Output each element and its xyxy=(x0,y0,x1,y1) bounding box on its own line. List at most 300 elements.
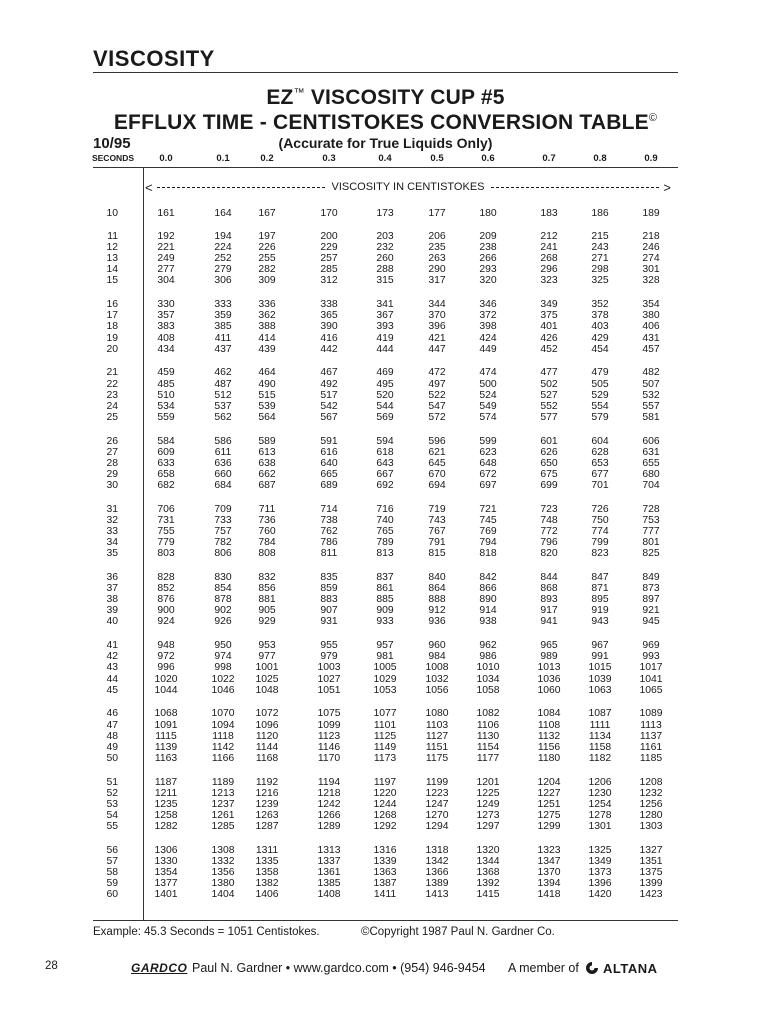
centistokes-value: 1261 xyxy=(211,809,235,821)
centistokes-value: 878 xyxy=(214,594,232,606)
centistokes-value: 1060 xyxy=(537,684,561,696)
centistokes-value: 186 xyxy=(591,208,609,219)
centistokes-value: 390 xyxy=(320,321,338,333)
centistokes-value: 1173 xyxy=(373,752,397,764)
centistokes-value: 263 xyxy=(428,253,446,265)
centistokes-value: 1187 xyxy=(154,776,178,788)
centistokes-value: 218 xyxy=(642,231,660,242)
centistokes-value: 255 xyxy=(258,253,276,265)
centistokes-value: 238 xyxy=(479,242,497,254)
centistokes-value: 1316 xyxy=(373,844,397,856)
centistokes-value: 1363 xyxy=(373,867,397,878)
centistokes-value: 881 xyxy=(258,594,276,606)
centistokes-value: 296 xyxy=(540,264,558,276)
centistokes-value: 1387 xyxy=(373,878,397,890)
centistokes-value: 1108 xyxy=(537,719,561,731)
centistokes-value: 444 xyxy=(376,343,394,355)
centistokes-value: 623 xyxy=(479,446,497,458)
centistokes-value: 917 xyxy=(540,605,558,617)
centistokes-value: 953 xyxy=(258,640,276,652)
centistokes-value: 636 xyxy=(214,457,232,469)
centistokes-value: 1189 xyxy=(211,776,235,788)
centistokes-value: 1413 xyxy=(425,889,449,901)
centistokes-value: 852 xyxy=(157,583,175,595)
centistokes-value: 357 xyxy=(157,310,175,322)
centistokes-value: 586 xyxy=(214,435,232,447)
centistokes-value: 1204 xyxy=(537,776,561,788)
centistokes-value: 740 xyxy=(376,514,394,526)
centistokes-value: 547 xyxy=(428,400,446,412)
centistokes-value: 1239 xyxy=(255,798,279,810)
centistokes-value: 701 xyxy=(591,480,609,491)
centistokes-value: 658 xyxy=(157,468,175,480)
centistokes-value: 840 xyxy=(428,572,446,583)
column-header: 0.5 xyxy=(430,153,444,164)
centistokes-value: 1123 xyxy=(317,730,341,742)
centistokes-value: 328 xyxy=(642,275,660,287)
centistokes-value: 1080 xyxy=(425,708,449,720)
centistokes-value: 1330 xyxy=(154,855,178,867)
centistokes-value: 648 xyxy=(479,457,497,469)
centistokes-value: 948 xyxy=(157,640,175,652)
centistokes-value: 517 xyxy=(320,389,338,401)
title-conversion: EFFLUX TIME - CENTISTOKES CONVERSION TABLE xyxy=(113,111,649,134)
centistokes-value: 909 xyxy=(376,605,394,617)
centistokes-value: 1103 xyxy=(425,719,449,731)
centistokes-value: 1299 xyxy=(537,821,561,832)
centistokes-value: 1313 xyxy=(317,844,341,856)
centistokes-value: 529 xyxy=(591,389,609,401)
centistokes-value: 416 xyxy=(320,332,338,344)
centistokes-value: 960 xyxy=(428,640,446,652)
centistokes-value: 487 xyxy=(214,378,232,390)
seconds-value: 51 xyxy=(106,776,118,788)
centistokes-value: 1294 xyxy=(425,821,449,832)
centistokes-value: 495 xyxy=(376,378,394,390)
centistokes-value: 1003 xyxy=(317,662,341,674)
centistokes-value: 753 xyxy=(642,514,660,526)
gardco-logo: GARDCO xyxy=(131,961,188,975)
centistokes-value: 246 xyxy=(642,242,660,254)
centistokes-value: 161 xyxy=(157,208,175,219)
centistokes-value: 643 xyxy=(376,457,394,469)
centistokes-value: 203 xyxy=(376,231,394,242)
centistokes-value: 1039 xyxy=(588,673,612,685)
column-header: 0.8 xyxy=(593,153,607,164)
centistokes-value: 532 xyxy=(642,389,660,401)
centistokes-value: 584 xyxy=(157,435,175,447)
centistokes-value: 549 xyxy=(479,400,497,412)
centistokes-value: 502 xyxy=(540,378,558,390)
centistokes-value: 650 xyxy=(540,457,558,469)
centistokes-value: 1005 xyxy=(373,662,397,674)
centistokes-value: 714 xyxy=(320,503,338,515)
centistokes-value: 1285 xyxy=(211,821,235,832)
centistokes-value: 1232 xyxy=(639,787,663,799)
centistokes-value: 1113 xyxy=(640,719,662,731)
centistokes-value: 1077 xyxy=(373,708,397,720)
centistokes-value: 215 xyxy=(591,231,609,242)
centistokes-value: 510 xyxy=(157,389,175,401)
centistokes-value: 1396 xyxy=(588,878,612,890)
copyright-note: ©Copyright 1987 Paul N. Gardner Co. xyxy=(361,926,555,938)
title-cup: VISCOSITY CUP #5 xyxy=(304,86,505,109)
seconds-value: 38 xyxy=(106,594,118,606)
centistokes-value: 599 xyxy=(479,435,497,447)
centistokes-value: 241 xyxy=(540,242,558,254)
centistokes-value: 825 xyxy=(642,548,660,560)
centistokes-value: 616 xyxy=(320,446,338,458)
centistokes-value: 424 xyxy=(479,332,497,344)
centistokes-value: 490 xyxy=(258,378,276,390)
centistokes-value: 818 xyxy=(479,548,497,560)
centistokes-value: 993 xyxy=(642,651,660,663)
centistokes-value: 579 xyxy=(591,411,609,423)
centistokes-value: 1327 xyxy=(639,844,663,856)
centistokes-value: 675 xyxy=(540,468,558,480)
centistokes-value: 931 xyxy=(320,616,338,628)
seconds-value: 13 xyxy=(106,253,118,265)
centistokes-value: 577 xyxy=(540,411,558,423)
centistokes-value: 820 xyxy=(540,548,558,560)
centistokes-value: 1318 xyxy=(425,844,449,856)
centistokes-value: 167 xyxy=(258,208,276,219)
centistokes-value: 1249 xyxy=(476,798,500,810)
centistokes-value: 914 xyxy=(479,605,497,617)
centistokes-value: 991 xyxy=(591,651,609,663)
centistokes-value: 477 xyxy=(540,367,558,379)
seconds-value: 60 xyxy=(106,889,118,901)
centistokes-value: 1063 xyxy=(588,684,612,696)
seconds-value: 58 xyxy=(106,867,118,878)
centistokes-value: 1029 xyxy=(373,673,397,685)
centistokes-value: 873 xyxy=(642,583,660,595)
centistokes-value: 1235 xyxy=(154,798,178,810)
seconds-value: 39 xyxy=(106,605,118,617)
seconds-value: 37 xyxy=(106,583,118,595)
centistokes-value: 1306 xyxy=(154,844,178,856)
seconds-value: 54 xyxy=(106,809,118,821)
centistokes-value: 1342 xyxy=(425,855,449,867)
centistokes-value: 1206 xyxy=(588,776,612,788)
centistokes-value: 765 xyxy=(376,526,394,537)
centistokes-value: 977 xyxy=(258,651,276,663)
centistokes-value: 1001 xyxy=(255,662,279,674)
centistokes-value: 212 xyxy=(540,231,558,242)
centistokes-value: 554 xyxy=(591,400,609,412)
centistokes-value: 1036 xyxy=(537,673,561,685)
centistokes-value: 317 xyxy=(428,275,446,287)
centistokes-value: 885 xyxy=(376,594,394,606)
centistokes-value: 828 xyxy=(157,572,175,583)
centistokes-value: 692 xyxy=(376,480,394,491)
centistokes-value: 1411 xyxy=(373,889,397,901)
centistokes-value: 815 xyxy=(428,548,446,560)
centistokes-value: 1311 xyxy=(255,844,279,856)
centistokes-value: 209 xyxy=(479,231,497,242)
centistokes-value: 447 xyxy=(428,343,446,355)
centistokes-value: 1332 xyxy=(211,855,235,867)
centistokes-value: 320 xyxy=(479,275,497,287)
centistokes-value: 799 xyxy=(591,537,609,549)
centistokes-value: 955 xyxy=(320,640,338,652)
centistokes-value: 527 xyxy=(540,389,558,401)
centistokes-value: 414 xyxy=(258,332,276,344)
trademark-mark: ™ xyxy=(293,87,305,99)
title-ez: EZ xyxy=(266,86,294,109)
centistokes-value: 1120 xyxy=(255,730,279,742)
centistokes-value: 537 xyxy=(214,400,232,412)
viscosity-band-label: VISCOSITY IN CENTISTOKES xyxy=(331,181,485,193)
centistokes-value: 626 xyxy=(540,446,558,458)
centistokes-value: 581 xyxy=(642,411,660,423)
seconds-value: 57 xyxy=(106,855,118,867)
seconds-value: 26 xyxy=(106,435,118,447)
centistokes-value: 933 xyxy=(376,616,394,628)
centistokes-value: 221 xyxy=(157,242,175,254)
centistokes-value: 777 xyxy=(642,526,660,537)
centistokes-value: 893 xyxy=(540,594,558,606)
centistokes-value: 738 xyxy=(320,514,338,526)
centistokes-value: 479 xyxy=(591,367,609,379)
centistokes-value: 774 xyxy=(591,526,609,537)
centistokes-value: 1301 xyxy=(588,821,612,832)
centistokes-value: 522 xyxy=(428,389,446,401)
seconds-value: 18 xyxy=(106,321,118,333)
centistokes-value: 442 xyxy=(320,343,338,355)
centistokes-value: 437 xyxy=(214,343,232,355)
seconds-value: 22 xyxy=(106,378,118,390)
centistokes-value: 694 xyxy=(428,480,446,491)
centistokes-value: 1268 xyxy=(373,809,397,821)
seconds-value: 59 xyxy=(106,878,118,890)
centistokes-value: 750 xyxy=(591,514,609,526)
seconds-value: 56 xyxy=(106,844,118,856)
centistokes-value: 298 xyxy=(591,264,609,276)
centistokes-value: 520 xyxy=(376,389,394,401)
centistokes-value: 680 xyxy=(642,468,660,480)
seconds-value: 47 xyxy=(106,719,118,731)
centistokes-value: 354 xyxy=(642,299,660,311)
seconds-header: SECONDS xyxy=(91,153,135,163)
centistokes-value: 1211 xyxy=(154,787,178,799)
centistokes-value: 1175 xyxy=(425,752,449,764)
centistokes-value: 1339 xyxy=(373,855,397,867)
centistokes-value: 429 xyxy=(591,332,609,344)
centistokes-value: 293 xyxy=(479,264,497,276)
centistokes-value: 1053 xyxy=(373,684,397,696)
centistokes-value: 192 xyxy=(157,231,175,242)
centistokes-value: 406 xyxy=(642,321,660,333)
centistokes-value: 1201 xyxy=(476,776,500,788)
centistokes-value: 640 xyxy=(320,457,338,469)
centistokes-value: 472 xyxy=(428,367,446,379)
centistokes-value: 950 xyxy=(214,640,232,652)
centistokes-value: 684 xyxy=(214,480,232,491)
centistokes-value: 699 xyxy=(540,480,558,491)
centistokes-value: 1282 xyxy=(154,821,178,832)
centistokes-value: 1287 xyxy=(255,821,279,832)
centistokes-value: 1356 xyxy=(211,867,235,878)
centistokes-value: 1156 xyxy=(537,741,561,753)
centistokes-value: 562 xyxy=(214,411,232,423)
centistokes-value: 312 xyxy=(320,275,338,287)
column-header: 0.0 xyxy=(159,153,173,164)
centistokes-value: 921 xyxy=(642,605,660,617)
centistokes-value: 388 xyxy=(258,321,276,333)
centistokes-value: 206 xyxy=(428,231,446,242)
centistokes-value: 401 xyxy=(540,321,558,333)
centistokes-value: 1361 xyxy=(317,867,341,878)
altana-logo-icon xyxy=(585,961,599,975)
column-header: 0.3 xyxy=(322,153,336,164)
centistokes-value: 1084 xyxy=(537,708,561,720)
centistokes-value: 200 xyxy=(320,231,338,242)
centistokes-value: 769 xyxy=(479,526,497,537)
centistokes-value: 672 xyxy=(479,468,497,480)
centistokes-value: 1373 xyxy=(588,867,612,878)
centistokes-value: 1094 xyxy=(211,719,235,731)
centistokes-value: 974 xyxy=(214,651,232,663)
centistokes-value: 1182 xyxy=(588,752,612,764)
bottom-rule xyxy=(93,920,678,921)
centistokes-value: 1091 xyxy=(154,719,178,731)
centistokes-value: 945 xyxy=(642,616,660,628)
centistokes-value: 689 xyxy=(320,480,338,491)
seconds-value: 36 xyxy=(106,572,118,583)
centistokes-value: 271 xyxy=(591,253,609,265)
centistokes-value: 359 xyxy=(214,310,232,322)
member-of-label: A member of xyxy=(508,961,579,975)
centistokes-value: 330 xyxy=(157,299,175,311)
centistokes-value: 1337 xyxy=(317,855,341,867)
centistokes-value: 986 xyxy=(479,651,497,663)
centistokes-value: 226 xyxy=(258,242,276,254)
centistokes-value: 1354 xyxy=(154,867,178,878)
centistokes-value: 306 xyxy=(214,275,232,287)
seconds-value: 53 xyxy=(106,798,118,810)
centistokes-value: 1115 xyxy=(155,730,177,742)
centistokes-value: 1292 xyxy=(373,821,397,832)
centistokes-value: 1415 xyxy=(476,889,500,901)
altana-name: ALTANA xyxy=(603,961,658,976)
centistokes-value: 1216 xyxy=(255,787,279,799)
centistokes-value: 989 xyxy=(540,651,558,663)
centistokes-value: 902 xyxy=(214,605,232,617)
centistokes-value: 835 xyxy=(320,572,338,583)
centistokes-value: 924 xyxy=(157,616,175,628)
centistokes-value: 1034 xyxy=(476,673,500,685)
centistokes-value: 393 xyxy=(376,321,394,333)
centistokes-value: 929 xyxy=(258,616,276,628)
centistokes-value: 385 xyxy=(214,321,232,333)
centistokes-value: 936 xyxy=(428,616,446,628)
centistokes-value: 861 xyxy=(376,583,394,595)
centistokes-value: 1368 xyxy=(476,867,500,878)
centistokes-value: 497 xyxy=(428,378,446,390)
centistokes-value: 257 xyxy=(320,253,338,265)
centistokes-value: 1144 xyxy=(255,741,279,753)
seconds-value: 30 xyxy=(106,480,118,491)
centistokes-value: 411 xyxy=(214,332,232,344)
centistokes-value: 782 xyxy=(214,537,232,549)
centistokes-value: 1166 xyxy=(211,752,235,764)
centistokes-value: 847 xyxy=(591,572,609,583)
centistokes-value: 1251 xyxy=(537,798,561,810)
centistokes-value: 1046 xyxy=(211,684,235,696)
seconds-value: 21 xyxy=(106,367,118,379)
centistokes-value: 981 xyxy=(376,651,394,663)
centistokes-value: 883 xyxy=(320,594,338,606)
centistokes-value: 972 xyxy=(157,651,175,663)
centistokes-value: 723 xyxy=(540,503,558,515)
centistokes-value: 1134 xyxy=(588,730,612,742)
centistokes-value: 1258 xyxy=(154,809,178,821)
revision-date: 10/95 xyxy=(93,135,131,152)
centistokes-value: 1082 xyxy=(476,708,500,720)
centistokes-value: 467 xyxy=(320,367,338,379)
centistokes-value: 1146 xyxy=(317,741,341,753)
seconds-value: 34 xyxy=(106,537,118,549)
centistokes-value: 813 xyxy=(376,548,394,560)
centistokes-value: 1223 xyxy=(425,787,449,799)
centistokes-value: 266 xyxy=(479,253,497,265)
centistokes-value: 965 xyxy=(540,640,558,652)
centistokes-value: 832 xyxy=(258,572,276,583)
centistokes-value: 1380 xyxy=(211,878,235,890)
seconds-value: 29 xyxy=(106,468,118,480)
seconds-value: 45 xyxy=(106,684,118,696)
centistokes-value: 1056 xyxy=(425,684,449,696)
centistokes-value: 1230 xyxy=(588,787,612,799)
centistokes-value: 403 xyxy=(591,321,609,333)
centistokes-value: 1192 xyxy=(255,776,279,788)
centistokes-value: 1273 xyxy=(476,809,500,821)
centistokes-value: 1177 xyxy=(476,752,500,764)
centistokes-value: 304 xyxy=(157,275,175,287)
centistokes-value: 564 xyxy=(258,411,276,423)
centistokes-value: 197 xyxy=(258,231,276,242)
centistokes-value: 1087 xyxy=(588,708,612,720)
centistokes-value: 631 xyxy=(642,446,660,458)
seconds-value: 42 xyxy=(106,651,118,663)
centistokes-value: 333 xyxy=(214,299,232,311)
centistokes-value: 474 xyxy=(479,367,497,379)
centistokes-value: 512 xyxy=(214,389,232,401)
centistokes-value: 1168 xyxy=(255,752,279,764)
centistokes-value: 856 xyxy=(258,583,276,595)
centistokes-value: 1335 xyxy=(255,855,279,867)
seconds-value: 55 xyxy=(106,821,118,832)
centistokes-value: 274 xyxy=(642,253,660,265)
centistokes-value: 232 xyxy=(376,242,394,254)
centistokes-value: 1406 xyxy=(255,889,279,901)
centistokes-value: 589 xyxy=(258,435,276,447)
centistokes-value: 1213 xyxy=(211,787,235,799)
centistokes-value: 378 xyxy=(591,310,609,322)
centistokes-value: 1032 xyxy=(425,673,449,685)
seconds-value: 52 xyxy=(106,787,118,799)
centistokes-value: 601 xyxy=(540,435,558,447)
centistokes-value: 830 xyxy=(214,572,232,583)
centistokes-value: 791 xyxy=(428,537,446,549)
centistokes-value: 794 xyxy=(479,537,497,549)
centistokes-value: 325 xyxy=(591,275,609,287)
centistokes-value: 849 xyxy=(642,572,660,583)
centistokes-value: 943 xyxy=(591,616,609,628)
centistokes-value: 277 xyxy=(157,264,175,276)
centistokes-value: 1194 xyxy=(317,776,341,788)
